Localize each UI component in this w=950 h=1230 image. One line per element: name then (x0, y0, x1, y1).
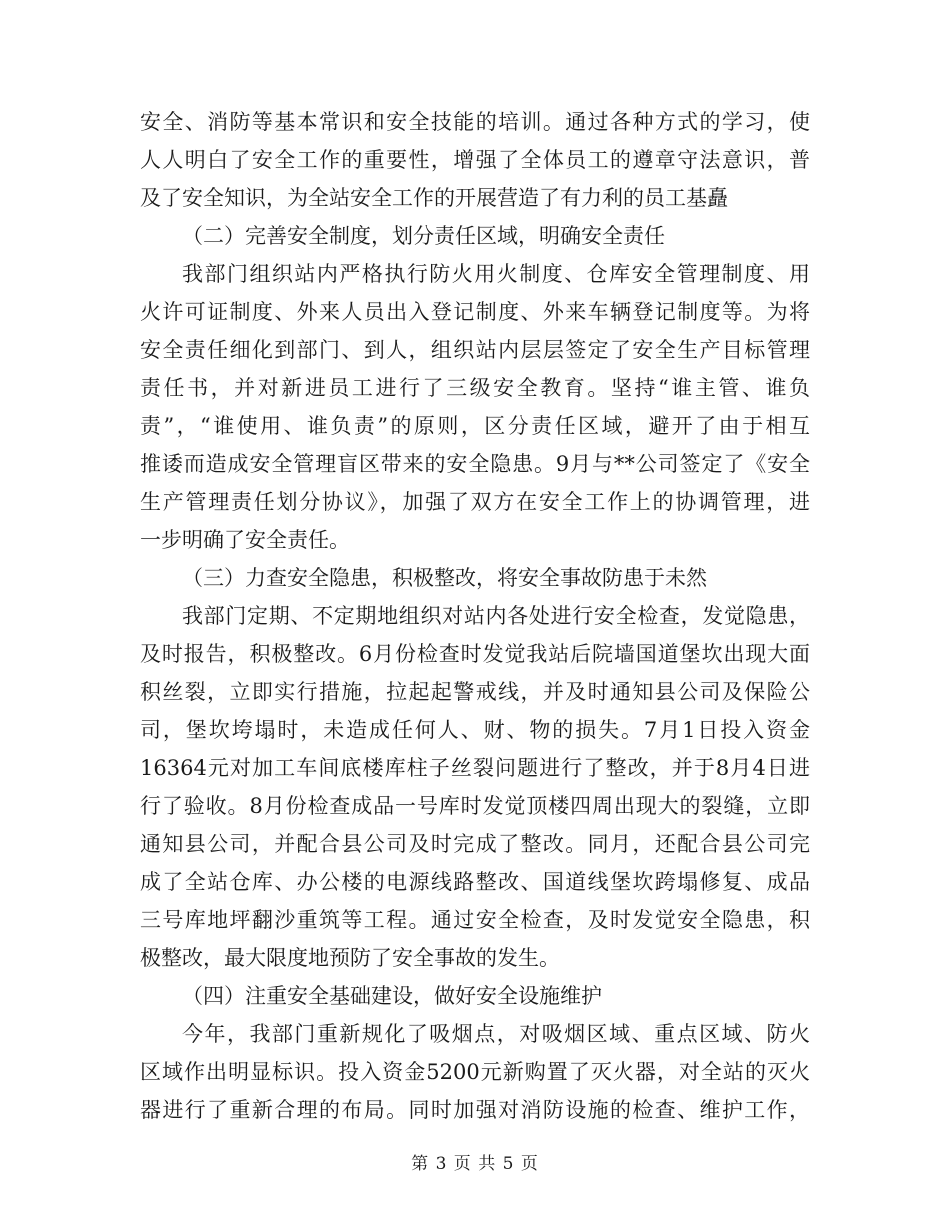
paragraph-line: 今年，我部门重新规化了吸烟点，对吸烟区域、重点区域、防火 (182, 1022, 810, 1046)
section-heading: （二）完善安全制度，划分责任区域，明确安全责任 (182, 224, 665, 248)
paragraph-line: 安全、消防等基本常识和安全技能的培训。通过各种方式的学习，使 (140, 110, 810, 134)
paragraph-line: 三号库地坪翻沙重筑等工程。通过安全检查，及时发觉安全隐患，积 (140, 908, 810, 932)
paragraph-line: 行了验收。8月份检查成品一号库时发觉顶楼四周出现大的裂缝，立即 (140, 794, 810, 818)
section-heading: （四）注重安全基础建设，做好安全设施维护 (182, 984, 602, 1008)
paragraph-line: 生产管理责任划分协议》，加强了双方在安全工作上的协调管理，进 (140, 490, 810, 514)
paragraph-line: 区域作出明显标识。投入资金5200元新购置了灭火器，对全站的灭火 (140, 1060, 810, 1084)
paragraph-line: 积丝裂，立即实行措施，拉起起警戒线，并及时通知县公司及保险公 (140, 680, 810, 704)
paragraph-line: 我部门组织站内严格执行防火用火制度、仓库安全管理制度、用 (182, 262, 810, 286)
section-heading: （三）力查安全隐患，积极整改，将安全事故防患于未然 (182, 566, 707, 590)
paragraph-line: 一步明确了安全责任。 (140, 528, 350, 552)
paragraph-line: 极整改，最大限度地预防了安全事故的发生。 (140, 946, 560, 970)
page-number-footer: 第 3 页 共 5 页 (411, 1154, 539, 1174)
paragraph-line: 我部门定期、不定期地组织对站内各处进行安全检查，发觉隐患， (182, 604, 810, 628)
paragraph-line: 火许可证制度、外来人员出入登记制度、外来车辆登记制度等。为将 (140, 300, 810, 324)
document-body (140, 103, 810, 1129)
paragraph-line: 通知县公司，并配合县公司及时完成了整改。同月，还配合县公司完 (140, 832, 810, 856)
paragraph-line: 器进行了重新合理的布局。同时加强对消防设施的检查、维护工作， (140, 1098, 810, 1122)
paragraph-line: 16364元对加工车间底楼库柱子丝裂问题进行了整改，并于8月4日进 (140, 756, 810, 780)
paragraph-line: 人人明白了安全工作的重要性，增强了全体员工的遵章守法意识，普 (140, 148, 810, 172)
paragraph-line: 及了安全知识，为全站安全工作的开展营造了有力利的员工基矗 (140, 186, 728, 210)
paragraph-line: 司，堡坎垮塌时，未造成任何人、财、物的损失。7月1日投入资金 (140, 718, 810, 742)
paragraph-line: 责任书，并对新进员工进行了三级安全教育。坚持“谁主管、谁负 (140, 376, 810, 400)
paragraph-line: 责”，“谁使用、谁负责”的原则，区分责任区域，避开了由于相互 (140, 414, 810, 438)
paragraph-line: 及时报告，积极整改。6月份检查时发觉我站后院墙国道堡坎出现大面 (140, 642, 810, 666)
paragraph-line: 安全责任细化到部门、到人，组织站内层层签定了安全生产目标管理 (140, 338, 810, 362)
paragraph-line: 成了全站仓库、办公楼的电源线路整改、国道线堡坎跨塌修复、成品 (140, 870, 810, 894)
paragraph-line: 推诿而造成安全管理盲区带来的安全隐患。9月与**公司签定了《安全 (140, 452, 810, 476)
